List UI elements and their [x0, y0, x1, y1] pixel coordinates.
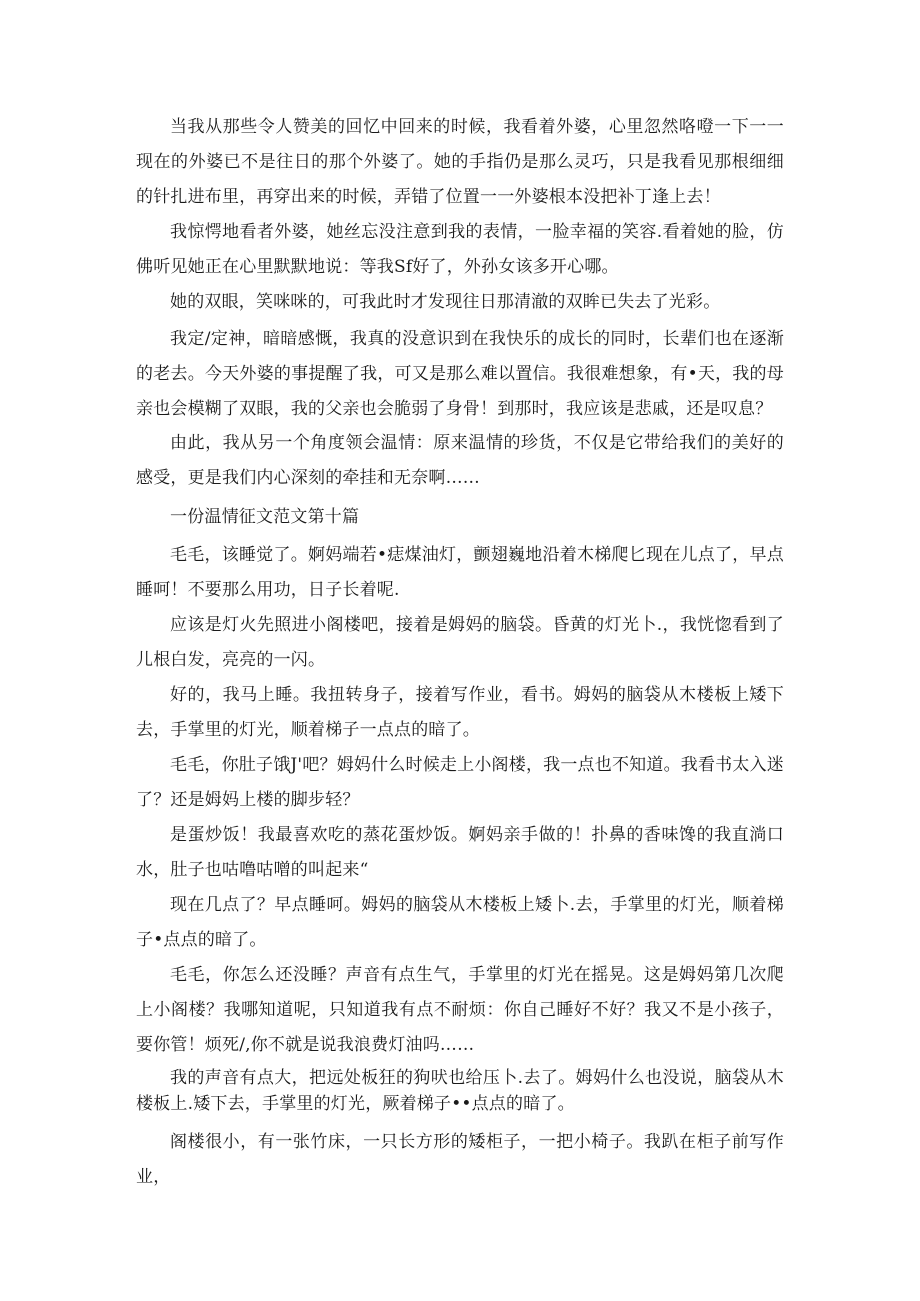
- paragraph-6: 毛毛，该睡觉了。婀妈端若•痣煤油灯，颤翅巍地沿着木梯爬匕现在儿点了，早点睡呵！不要那么用功，日子长着呢.: [136, 545, 784, 600]
- paragraph-11: 现在几点了？早点睡呵。姆妈的脑袋从木楼板上矮卜.去，手掌里的灯光，顺着梯子•点点的暗了。: [136, 895, 784, 950]
- paragraph-1: 当我从那些令人赞美的回忆中回来的时候，我看着外婆，心里忽然咯噔一下一一现在的外婆已不是往日的那个外婆了。她的手指仍是那么灵巧，只是我看见那根细细的针扎进布里，再穿出来的时候，弄错了位置一一外婆根本没把补丁逢上去！: [136, 117, 784, 207]
- section-title: 一份温情征文范文第十篇: [170, 507, 360, 527]
- paragraph-3: 她的双眼，笑咪咪的，可我此时才发现往日那清澈的双眸已失去了光彩。: [170, 292, 721, 312]
- paragraph-7: 应该是灯火先照进小阁楼吧，接着是姆妈的脑袋。昏黄的灯光卜.，我恍惚看到了儿根白发，亮亮的一闪。: [136, 615, 784, 670]
- paragraph-12: 毛毛，你怎么还没睡？声音有点生气，手掌里的灯光在摇晃。这是姆妈第几次爬上小阁楼？我哪知道呢，只知道我有点不耐烦：你自己睡好不好？我又不是小孩子，要你管！烦死/,你不就是说我浪费灯油吗……: [136, 965, 784, 1055]
- paragraph-13: 我的声音有点大，把远处板狂的狗吠也给压卜.去了。姆妈什么也没说，脑袋从木楼板上.矮下去，手掌里的灯光，厥着梯子••点点的暗了。: [136, 1068, 784, 1114]
- paragraph-4: 我定/定神，暗暗感慨，我真的没意识到在我快乐的成长的同时，长辈们也在逐渐的老去。今天外婆的事提醒了我，可又是那么难以置信。我很难想象，有•天，我的母亲也会模糊了双眼，我的父亲也会脆弱了身骨！到那时，我应该是悲戚，还是叹息？: [136, 329, 784, 419]
- paragraph-10: 是蛋炒饭！我最喜欢吃的蒸花蛋炒饭。婀妈亲手做的！扑鼻的香味馋的我直淌口水，肚子也咕噜咕噌的叫起来“: [136, 825, 784, 880]
- paragraph-8: 好的，我马上睡。我扭转身子，接着写作业，看书。姆妈的脑袋从木楼板上矮下去，手掌里的灯光，顺着梯子一点点的暗了。: [136, 685, 784, 740]
- paragraph-5: 由此，我从另一个角度领会温情：原来温情的珍货，不仅是它带给我们的美好的感受，更是我们内心深刻的牵挂和无奈啊……: [136, 433, 784, 488]
- paragraph-14: 阁楼很小，有一张竹床，一只长方形的矮柜子，一把小椅子。我趴在柜子前写作业，: [136, 1132, 784, 1187]
- paragraph-2: 我惊愕地看者外婆，她丝忘没注意到我的表情，一脸幸福的笑容.看着她的脸，仿佛听见她正在心里默默地说：等我Sf好了，外孙女该多开心哪。: [136, 222, 784, 277]
- paragraph-9: 毛毛，你肚子饿J'吧？姆妈什么时候走上小阁楼，我一点也不知道。我看书太入迷了？还是姆妈上楼的脚步轻？: [136, 755, 784, 810]
